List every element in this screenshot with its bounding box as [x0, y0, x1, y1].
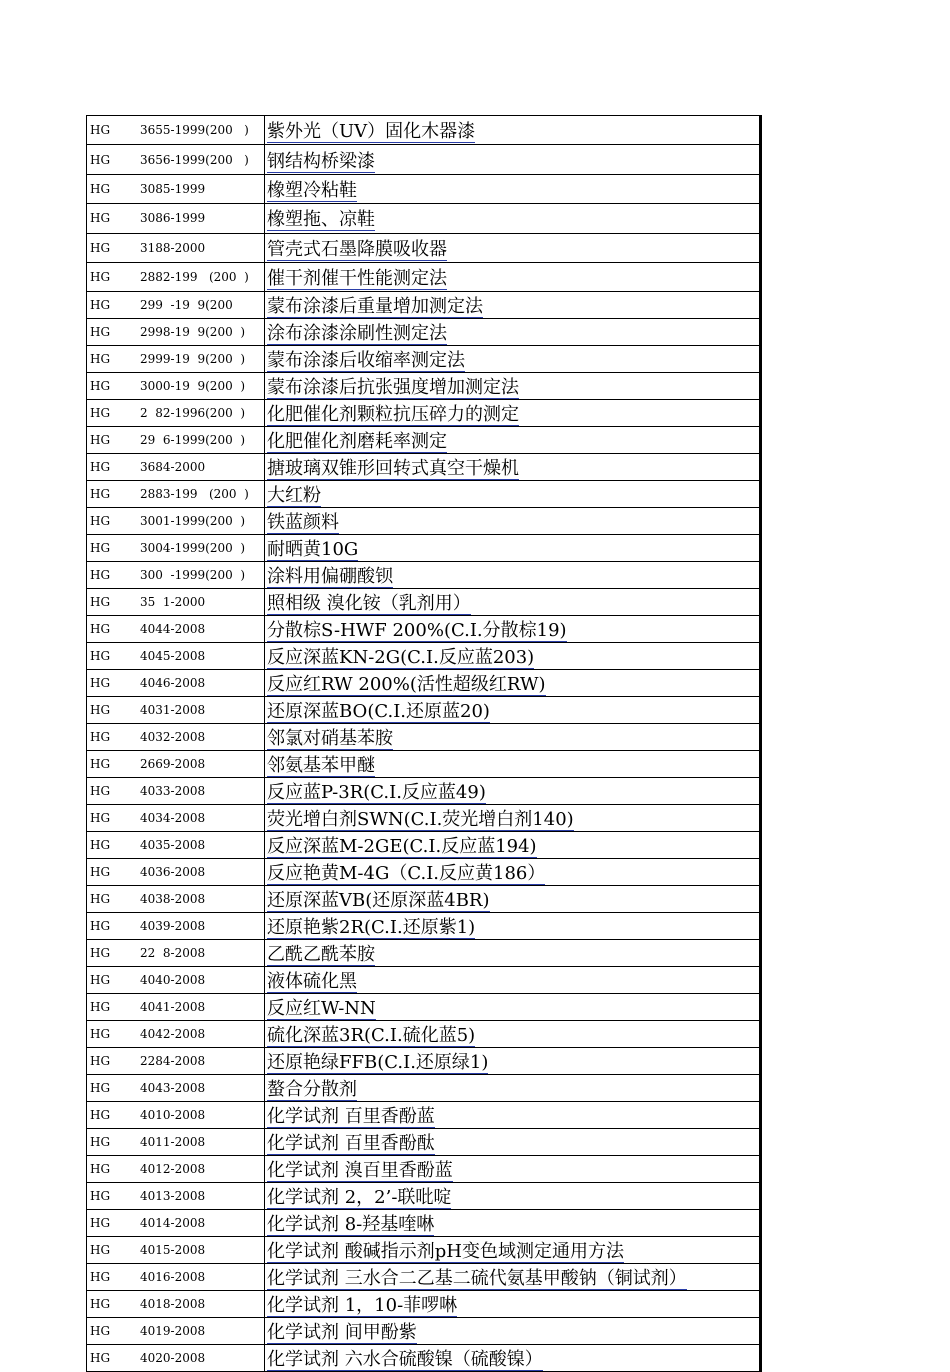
standard-code-cell: [87, 1102, 265, 1129]
standard-code-cell: [87, 454, 265, 481]
standard-number: 3001-1999(200 ): [140, 514, 246, 529]
standard-title-link[interactable]: 涂料用偏硼酸钡: [267, 566, 393, 588]
standard-title-link[interactable]: 还原艳绿FFB(C.I.还原绿1): [267, 1052, 489, 1074]
standard-code-cell: [87, 116, 265, 145]
standard-title-link[interactable]: 还原深蓝VB(还原深蓝4BR): [267, 890, 490, 912]
table-row: [87, 940, 761, 967]
standard-prefix: HG: [90, 514, 111, 529]
standard-code-cell: [87, 832, 265, 859]
standard-number: 4043-2008: [140, 1081, 206, 1096]
table-row: [87, 454, 761, 481]
standard-title-link[interactable]: 化学试剂 百里香酚酞: [267, 1133, 435, 1155]
standard-prefix: HG: [90, 730, 111, 745]
standard-prefix: HG: [90, 757, 111, 772]
standard-title-cell: [265, 1021, 761, 1048]
standard-code-cell: [87, 535, 265, 562]
standard-title-cell: [265, 832, 761, 859]
standard-title-cell: [265, 886, 761, 913]
standard-title-link[interactable]: 化学试剂 三水合二乙基二硫代氨基甲酸钠（铜试剂）: [267, 1268, 687, 1290]
standard-title-link[interactable]: 化学试剂 8-羟基喹啉: [267, 1214, 435, 1236]
table-row: [87, 373, 761, 400]
standard-title-link[interactable]: 蒙布涂漆后重量增加测定法: [267, 296, 483, 318]
standard-title-link[interactable]: 还原艳紫2R(C.I.还原紫1): [267, 917, 476, 939]
standard-prefix: HG: [90, 352, 111, 367]
standard-number: 4046-2008: [140, 676, 206, 691]
standard-code-cell: [87, 145, 265, 174]
standard-prefix: HG: [90, 946, 111, 961]
standard-code-cell: [87, 643, 265, 670]
standard-prefix: HG: [90, 1216, 111, 1231]
table-row: [87, 233, 761, 262]
standard-title-cell: [265, 346, 761, 373]
standard-title-cell: [265, 1048, 761, 1075]
table-row: [87, 319, 761, 346]
standard-prefix: HG: [90, 270, 111, 285]
table-row: [87, 778, 761, 805]
standard-title-cell: [265, 913, 761, 940]
standard-title-cell: [265, 1156, 761, 1183]
standard-title-cell: [265, 319, 761, 346]
standard-code-cell: [87, 346, 265, 373]
table-row: [87, 535, 761, 562]
standard-code-cell: [87, 859, 265, 886]
standard-number: 4016-2008: [140, 1270, 206, 1285]
standard-prefix: HG: [90, 240, 111, 255]
standard-title-cell: [265, 400, 761, 427]
table-row: [87, 1264, 761, 1291]
table-row: [87, 589, 761, 616]
standard-title-cell: [265, 1264, 761, 1291]
table-row: [87, 508, 761, 535]
standard-code-cell: [87, 616, 265, 643]
table-row: [87, 1021, 761, 1048]
standard-code-cell: [87, 1129, 265, 1156]
standard-code-cell: [87, 994, 265, 1021]
standard-title-link[interactable]: 反应蓝P-3R(C.I.反应蓝49): [267, 782, 486, 804]
standard-code-cell: [87, 697, 265, 724]
standard-number: 4040-2008: [140, 973, 206, 988]
standard-number: 299 -19 9(200: [140, 298, 233, 313]
standard-title-link[interactable]: 催干剂催干性能测定法: [267, 268, 447, 290]
standard-title-cell: [265, 1075, 761, 1102]
standard-title-link[interactable]: 反应深蓝M-2GE(C.I.反应蓝194): [267, 836, 537, 858]
standard-number: 4045-2008: [140, 649, 206, 664]
standard-number: 3684-2000: [140, 460, 206, 475]
standard-prefix: HG: [90, 1189, 111, 1204]
table-row: [87, 1048, 761, 1075]
standard-prefix: HG: [90, 1162, 111, 1177]
table-row: [87, 859, 761, 886]
standard-code-cell: [87, 1183, 265, 1210]
table-row: [87, 116, 761, 145]
standard-number: 35 1-2000: [140, 595, 206, 610]
standard-number: 4032-2008: [140, 730, 206, 745]
standard-title-link[interactable]: 橡塑拖、凉鞋: [267, 209, 375, 231]
table-row: [87, 994, 761, 1021]
standard-prefix: HG: [90, 811, 111, 826]
standard-title-cell: [265, 481, 761, 508]
standard-number: 4013-2008: [140, 1189, 206, 1204]
standard-prefix: HG: [90, 123, 111, 138]
standard-title-link[interactable]: 反应深蓝KN-2G(C.I.反应蓝203): [267, 647, 535, 669]
standard-title-link[interactable]: 邻氯对硝基苯胺: [267, 728, 393, 750]
standard-number: 4036-2008: [140, 865, 206, 880]
standard-title-link[interactable]: 邻氨基苯甲醚: [267, 755, 375, 777]
standard-number: 2883-199 (200 ): [140, 487, 249, 502]
standard-number: 3000-19 9(200 ): [140, 379, 246, 394]
standard-number: 4042-2008: [140, 1027, 206, 1042]
standard-code-cell: [87, 1156, 265, 1183]
standard-number: 3655-1999(200 ): [140, 123, 249, 138]
standard-title-cell: [265, 535, 761, 562]
standard-title-link[interactable]: 分散棕S-HWF 200%(C.I.分散棕19): [267, 620, 567, 642]
standard-number: 4010-2008: [140, 1108, 206, 1123]
standard-number: 4019-2008: [140, 1324, 206, 1339]
table-row: [87, 1291, 761, 1318]
standard-prefix: HG: [90, 649, 111, 664]
table-row: [87, 1183, 761, 1210]
standard-code-cell: [87, 174, 265, 203]
standard-title-link[interactable]: 化肥催化剂颗粒抗压碎力的测定: [267, 404, 519, 426]
standard-title-cell: [265, 562, 761, 589]
standard-title-cell: [265, 1129, 761, 1156]
standard-title-cell: [265, 174, 761, 203]
standard-title-link[interactable]: 液体硫化黑: [267, 971, 357, 993]
table-row: [87, 697, 761, 724]
standard-number: 3656-1999(200 ): [140, 152, 249, 167]
standard-title-link[interactable]: 化学试剂 2，2’-联吡啶: [267, 1187, 452, 1209]
standard-code-cell: [87, 1075, 265, 1102]
standard-code-cell: [87, 778, 265, 805]
table-row: [87, 1345, 761, 1372]
standard-code-cell: [87, 751, 265, 778]
standard-number: 4011-2008: [140, 1135, 206, 1150]
table-row: [87, 204, 761, 233]
standard-number: 4033-2008: [140, 784, 206, 799]
standard-title-cell: [265, 643, 761, 670]
standard-number: 4035-2008: [140, 838, 206, 853]
standard-title-link[interactable]: 化学试剂 1，10-菲啰啉: [267, 1295, 458, 1317]
standard-number: 4031-2008: [140, 703, 206, 718]
table-row: [87, 1210, 761, 1237]
standard-prefix: HG: [90, 211, 111, 226]
standard-prefix: HG: [90, 1108, 111, 1123]
standard-title-cell: [265, 751, 761, 778]
standard-code-cell: [87, 724, 265, 751]
standard-prefix: HG: [90, 919, 111, 934]
standard-number: 2669-2008: [140, 757, 206, 772]
table-row: [87, 643, 761, 670]
standard-code-cell: [87, 1048, 265, 1075]
standard-code-cell: [87, 292, 265, 319]
standard-number: 22 8-2008: [140, 946, 206, 961]
standard-title-link[interactable]: 紫外光（UV）固化木器漆: [267, 121, 476, 143]
table-row: [87, 174, 761, 203]
standard-title-cell: [265, 1318, 761, 1345]
standard-code-cell: [87, 805, 265, 832]
standard-code-cell: [87, 1237, 265, 1264]
standard-title-cell: [265, 589, 761, 616]
standard-prefix: HG: [90, 1243, 111, 1258]
standard-prefix: HG: [90, 298, 111, 313]
standard-prefix: HG: [90, 1000, 111, 1015]
standard-prefix: HG: [90, 568, 111, 583]
standard-number: 3004-1999(200 ): [140, 541, 246, 556]
standard-title-cell: [265, 994, 761, 1021]
standard-number: 3188-2000: [140, 240, 206, 255]
standard-title-link[interactable]: 乙酰乙酰苯胺: [267, 944, 375, 966]
standard-prefix: HG: [90, 1054, 111, 1069]
standard-title-link[interactable]: 橡塑冷粘鞋: [267, 179, 357, 201]
table-row: [87, 427, 761, 454]
table-row: [87, 886, 761, 913]
standard-title-cell: [265, 233, 761, 262]
standard-title-link[interactable]: 钢结构桥梁漆: [267, 150, 375, 172]
standard-title-link[interactable]: 还原深蓝BO(C.I.还原蓝20): [267, 701, 490, 723]
standard-title-cell: [265, 940, 761, 967]
standard-prefix: HG: [90, 1324, 111, 1339]
table-row: [87, 670, 761, 697]
standard-code-cell: [87, 967, 265, 994]
standard-title-link[interactable]: 化学试剂 酸碱指示剂pH变色域测定通用方法: [267, 1241, 624, 1263]
standard-prefix: HG: [90, 1135, 111, 1150]
table-row: [87, 724, 761, 751]
table-row: [87, 1075, 761, 1102]
standard-prefix: HG: [90, 865, 111, 880]
standard-code-cell: [87, 400, 265, 427]
standard-prefix: HG: [90, 1081, 111, 1096]
standard-number: 4038-2008: [140, 892, 206, 907]
standard-code-cell: [87, 373, 265, 400]
standard-number: 2999-19 9(200 ): [140, 352, 246, 367]
standard-title-link[interactable]: 照相级 溴化铵（乳剂用）: [267, 593, 471, 615]
table-row: [87, 262, 761, 291]
standard-title-cell: [265, 262, 761, 291]
table-row: [87, 145, 761, 174]
standard-code-cell: [87, 562, 265, 589]
standard-title-cell: [265, 116, 761, 145]
standard-number: 3085-1999: [140, 181, 206, 196]
standard-code-cell: [87, 427, 265, 454]
standard-title-cell: [265, 373, 761, 400]
standard-title-cell: [265, 1183, 761, 1210]
standard-prefix: HG: [90, 622, 111, 637]
standard-code-cell: [87, 508, 265, 535]
standard-title-cell: [265, 967, 761, 994]
table-row: [87, 1129, 761, 1156]
standard-title-link[interactable]: 反应艳黄M-4G（C.I.反应黄186）: [267, 863, 546, 885]
standard-code-cell: [87, 1210, 265, 1237]
standard-title-link[interactable]: 铁蓝颜料: [267, 512, 339, 534]
standard-code-cell: [87, 1021, 265, 1048]
standard-prefix: HG: [90, 433, 111, 448]
standard-title-link[interactable]: 硫化深蓝3R(C.I.硫化蓝5): [267, 1025, 476, 1047]
standard-title-cell: [265, 1102, 761, 1129]
standard-title-link[interactable]: 蒙布涂漆后抗张强度增加测定法: [267, 377, 519, 399]
standard-prefix: HG: [90, 703, 111, 718]
standard-code-cell: [87, 204, 265, 233]
table-row: [87, 805, 761, 832]
standard-number: 4018-2008: [140, 1297, 206, 1312]
standard-number: 2 82-1996(200 ): [140, 406, 246, 421]
standard-number: 29 6-1999(200 ): [140, 433, 246, 448]
standard-title-cell: [265, 1345, 761, 1372]
standard-number: 2882-199 (200 ): [140, 270, 249, 285]
standard-prefix: HG: [90, 973, 111, 988]
standard-code-cell: [87, 1345, 265, 1372]
table-row: [87, 913, 761, 940]
standard-code-cell: [87, 1264, 265, 1291]
standard-title-link[interactable]: 反应红RW 200%(活性超级红RW): [267, 674, 546, 696]
standard-number: 4041-2008: [140, 1000, 206, 1015]
standard-title-link[interactable]: 化肥催化剂磨耗率测定: [267, 431, 447, 453]
standard-prefix: HG: [90, 838, 111, 853]
standard-title-link[interactable]: 大红粉: [267, 485, 321, 507]
standard-prefix: HG: [90, 1297, 111, 1312]
standard-title-link[interactable]: 管壳式石墨降膜吸收器: [267, 238, 447, 260]
standard-code-cell: [87, 262, 265, 291]
standard-number: 2284-2008: [140, 1054, 206, 1069]
standard-title-cell: [265, 1237, 761, 1264]
standard-title-link[interactable]: 化学试剂 百里香酚蓝: [267, 1106, 435, 1128]
table-row: [87, 481, 761, 508]
standard-title-cell: [265, 204, 761, 233]
table-row: [87, 292, 761, 319]
standard-title-link[interactable]: 反应红W-NN: [267, 998, 376, 1020]
standard-code-cell: [87, 1318, 265, 1345]
table-row: [87, 1237, 761, 1264]
standard-prefix: HG: [90, 1270, 111, 1285]
standard-code-cell: [87, 886, 265, 913]
standard-number: 2998-19 9(200 ): [140, 325, 246, 340]
standard-prefix: HG: [90, 595, 111, 610]
standard-title-link[interactable]: 螯合分散剂: [267, 1079, 357, 1101]
table-row: [87, 400, 761, 427]
standard-title-link[interactable]: 蒙布涂漆后收缩率测定法: [267, 350, 465, 372]
standard-title-link[interactable]: 化学试剂 间甲酚紫: [267, 1322, 417, 1344]
standard-number: 300 -1999(200 ): [140, 568, 246, 583]
table-row: [87, 1102, 761, 1129]
standard-prefix: HG: [90, 379, 111, 394]
standard-number: 4034-2008: [140, 811, 206, 826]
standard-number: 3086-1999: [140, 211, 206, 226]
standard-code-cell: [87, 1291, 265, 1318]
table-row: [87, 967, 761, 994]
standard-title-cell: [265, 616, 761, 643]
standard-code-cell: [87, 589, 265, 616]
standard-number: 4039-2008: [140, 919, 206, 934]
table-row: [87, 616, 761, 643]
standards-table: [86, 115, 762, 1372]
standard-code-cell: [87, 481, 265, 508]
standard-title-link[interactable]: 荧光增白剂SWN(C.I.荧光增白剂140): [267, 809, 574, 831]
standard-title-link[interactable]: 化学试剂 溴百里香酚蓝: [267, 1160, 453, 1182]
standard-prefix: HG: [90, 406, 111, 421]
standard-title-cell: [265, 859, 761, 886]
standard-prefix: HG: [90, 1027, 111, 1042]
standard-code-cell: [87, 233, 265, 262]
standard-number: 4012-2008: [140, 1162, 206, 1177]
standard-code-cell: [87, 319, 265, 346]
table-row: [87, 346, 761, 373]
standard-title-cell: [265, 670, 761, 697]
standard-title-cell: [265, 1210, 761, 1237]
standard-title-link[interactable]: 涂布涂漆涂刷性测定法: [267, 323, 447, 345]
standard-title-cell: [265, 145, 761, 174]
standard-prefix: HG: [90, 487, 111, 502]
table-row: [87, 832, 761, 859]
standard-title-cell: [265, 778, 761, 805]
standard-title-cell: [265, 697, 761, 724]
standard-prefix: HG: [90, 1351, 111, 1366]
standards-table-body: [87, 116, 761, 1372]
standard-code-cell: [87, 670, 265, 697]
standard-prefix: HG: [90, 892, 111, 907]
standard-prefix: HG: [90, 541, 111, 556]
standard-prefix: HG: [90, 460, 111, 475]
standard-prefix: HG: [90, 181, 111, 196]
standard-number: 4044-2008: [140, 622, 206, 637]
standard-title-cell: [265, 724, 761, 751]
standard-number: 4015-2008: [140, 1243, 206, 1258]
standard-prefix: HG: [90, 676, 111, 691]
standard-code-cell: [87, 913, 265, 940]
standard-title-cell: [265, 508, 761, 535]
standard-title-link[interactable]: 搪玻璃双锥形回转式真空干燥机: [267, 458, 519, 480]
table-row: [87, 1156, 761, 1183]
standard-title-cell: [265, 427, 761, 454]
standard-prefix: HG: [90, 152, 111, 167]
table-row: [87, 1318, 761, 1345]
standard-title-cell: [265, 1291, 761, 1318]
standard-title-link[interactable]: 耐晒黄10G: [267, 539, 359, 561]
table-row: [87, 562, 761, 589]
standard-number: 4020-2008: [140, 1351, 206, 1366]
standard-prefix: HG: [90, 325, 111, 340]
standard-title-cell: [265, 805, 761, 832]
standard-title-cell: [265, 454, 761, 481]
table-row: [87, 751, 761, 778]
standard-title-link[interactable]: 化学试剂 六水合硫酸镍（硫酸镍）: [267, 1349, 543, 1371]
standard-number: 4014-2008: [140, 1216, 206, 1231]
standard-prefix: HG: [90, 784, 111, 799]
standard-code-cell: [87, 940, 265, 967]
standard-title-cell: [265, 292, 761, 319]
